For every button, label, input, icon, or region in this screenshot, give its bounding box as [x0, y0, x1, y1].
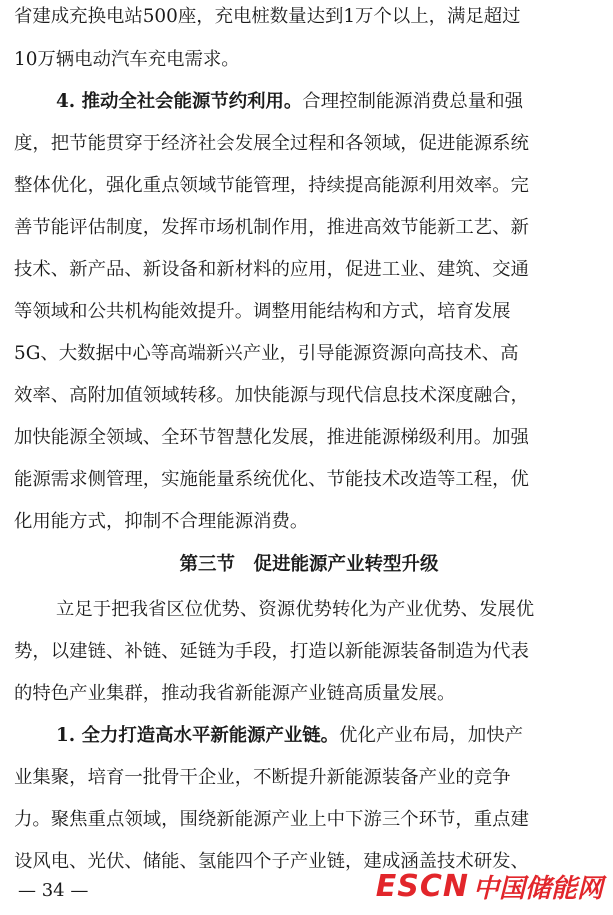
paragraph-1-title: 1. 全力打造高水平新能源产业链。 [56, 725, 340, 746]
page-number: — 34 — [18, 880, 89, 901]
paragraph-4-title: 4. 推动全社会能源节约利用。 [56, 91, 303, 112]
body-line: 度，把节能贯穿于经济社会发展全过程和各领域，促进能源系统 [14, 133, 529, 154]
body-line: 5G、大数据中心等高端新兴产业，引导能源资源向高技术、高 [14, 343, 519, 364]
escn-watermark-logo [376, 868, 603, 904]
watermark-latin: ESCN [375, 868, 469, 904]
body-line: 势，以建链、补链、延链为手段，打造以新能源装备制造为代表 [14, 641, 529, 662]
section-heading: 第三节 促进能源产业转型升级 [179, 554, 439, 575]
body-line: 设风电、光伏、储能、氢能四个子产业链，建成涵盖技术研发、 [14, 851, 529, 872]
paragraph-1-first-line [56, 724, 523, 748]
body-line: 立足于把我省区位优势、资源优势转化为产业优势、发展优 [56, 599, 535, 620]
body-line: 化用能方式，抑制不合理能源消费。 [14, 511, 309, 532]
paragraph-1-text: 优化产业布局，加快产 [339, 725, 523, 746]
paragraph-4-first-line [56, 90, 523, 114]
body-line: 整体优化，强化重点领域节能管理，持续提高能源利用效率。完 [14, 175, 529, 196]
body-line: 加快能源全领域、全环节智慧化发展，推进能源梯级利用。加强 [14, 427, 529, 448]
body-line: 的特色产业集群，推动我省新能源产业链高质量发展。 [14, 683, 456, 704]
body-line: 10万辆电动汽车充电需求。 [14, 49, 240, 70]
paragraph-4-text: 合理控制能源消费总量和强 [302, 91, 523, 112]
body-line: 效率、高附加值领域转移。加快能源与现代信息技术深度融合， [14, 385, 529, 406]
watermark-chinese: 中国储能网 [472, 873, 603, 904]
body-line: 善节能评估制度，发挥市场机制作用，推进高效节能新工艺、新 [14, 217, 529, 238]
body-line: 能源需求侧管理，实施能量系统优化、节能技术改造等工程，优 [14, 469, 529, 490]
body-line: 技术、新产品、新设备和新材料的应用，促进工业、建筑、交通 [14, 259, 529, 280]
body-line: 省建成充换电站500座，充电桩数量达到1万个以上，满足超过 [14, 6, 521, 27]
body-line: 等领域和公共机构能效提升。调整用能结构和方式，培育发展 [14, 301, 511, 322]
body-line: 业集聚，培育一批骨干企业，不断提升新能源装备产业的竞争 [14, 767, 511, 788]
body-line: 力。聚焦重点领域，围绕新能源产业上中下游三个环节，重点建 [14, 809, 529, 830]
